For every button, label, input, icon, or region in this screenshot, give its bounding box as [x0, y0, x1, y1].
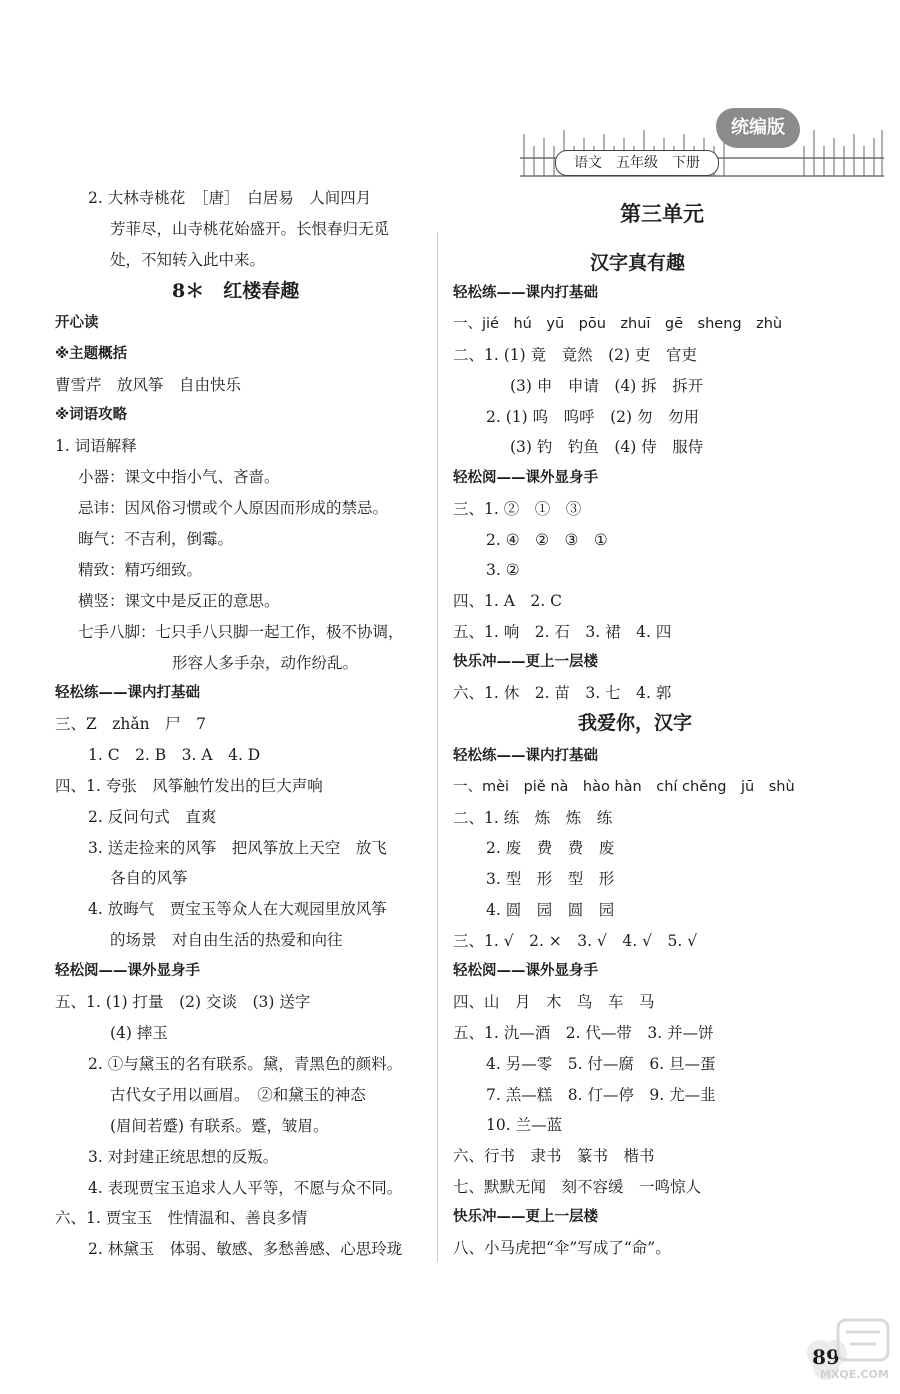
- answer-line: 曹雪芹 放风筝 自由快乐: [55, 376, 242, 394]
- answer-line: 4. 放晦气 贾宝玉等众人在大观园里放风筝: [88, 900, 387, 918]
- answer-line: 一、mèi piě nà hào hàn chí chěng jū shù: [453, 779, 795, 795]
- column-divider: [437, 232, 438, 1262]
- answer-line: 2. ④ ② ③ ①: [486, 531, 608, 549]
- lesson-title: 汉字真有趣: [590, 252, 686, 274]
- answer-line: 三、Z zhǎn 尸 7: [55, 715, 207, 733]
- answer-line: 七、默默无闻 刻不容缓 一鸣惊人: [453, 1178, 702, 1196]
- edition-badge: [716, 108, 800, 148]
- section-heading: 轻松阅——课外显身手: [55, 963, 200, 979]
- answer-line: 7. 羔—糕 8. 仃—停 9. 尤—韭: [486, 1086, 716, 1104]
- answer-line: 晦气：不吉利，倒霉。: [78, 530, 234, 548]
- answer-line: 横竖：课文中是反正的意思。: [78, 592, 280, 610]
- page-number: 89: [812, 1345, 840, 1369]
- answer-line: 2. 废 费 费 废: [486, 839, 615, 857]
- answer-line: 4. 另—零 5. 付—腐 6. 旦—蛋: [486, 1055, 716, 1073]
- answer-line: 3. 型 形 型 形: [486, 870, 615, 888]
- poem-line: 2. 大林寺桃花 ［唐］ 白居易 人间四月: [88, 189, 372, 207]
- answer-line: 的场景 对自由生活的热爱和向往: [110, 931, 343, 949]
- answer-line: 四、山 月 木 鸟 车 马: [453, 993, 655, 1011]
- poem-line: 芳菲尽，山寺桃花始盛开。长恨春归无觅: [110, 220, 390, 238]
- answer-line: 五、1. (1) 打量 (2) 交谈 (3) 送字: [55, 993, 311, 1011]
- answer-line: (3) 申 申请 (4) 拆 拆开: [510, 377, 704, 395]
- answer-line: 3. ②: [486, 561, 520, 579]
- answer-line: (3) 钓 钓鱼 (4) 侍 服侍: [510, 438, 704, 456]
- watermark-text: MXQE.COM: [820, 1368, 889, 1381]
- answer-line: 2. ①与黛玉的名有联系。黛，青黑色的颜料。: [88, 1055, 403, 1073]
- answer-line: 4. 表现贾宝玉追求人人平等，不愿与众不同。: [88, 1179, 403, 1197]
- answer-line: 1. 词语解释: [55, 437, 137, 455]
- answer-line: 四、1. A 2. C: [453, 592, 562, 610]
- answer-line: 各自的风筝: [110, 869, 188, 887]
- answer-line: 忌讳：因风俗习惯或个人原因而形成的禁忌。: [78, 499, 389, 517]
- answer-line: (眉间若蹙) 有联系。蹙，皱眉。: [110, 1117, 329, 1135]
- answer-line: 六、1. 休 2. 苗 3. 七 4. 郭: [453, 684, 672, 702]
- answer-line: 2. (1) 呜 呜呼 (2) 勿 勿用: [486, 408, 699, 426]
- section-heading: 轻松练——课内打基础: [453, 285, 598, 301]
- section-heading: 快乐冲——更上一层楼: [453, 654, 598, 670]
- answer-line: 1. C 2. B 3. A 4. D: [88, 746, 261, 764]
- answer-line: (4) 摔玉: [110, 1024, 168, 1042]
- section-heading: ※主题概括: [55, 346, 128, 362]
- section-heading: ※词语攻略: [55, 407, 128, 423]
- edition-badge-label: 统编版: [731, 117, 785, 138]
- section-heading: 开心读: [55, 315, 99, 331]
- answer-line: 五、1. 响 2. 石 3. 裙 4. 四: [453, 623, 672, 641]
- section-heading: 轻松练——课内打基础: [453, 748, 598, 764]
- answer-line: 四、1. 夸张 风筝触竹发出的巨大声响: [55, 777, 323, 795]
- answer-line: 3. 送走捡来的风筝 把风筝放上天空 放飞: [88, 839, 387, 857]
- answer-line: 精致：精巧细致。: [78, 561, 203, 579]
- section-heading: 轻松阅——课外显身手: [453, 470, 598, 486]
- answer-line: 小器：课文中指小气、吝啬。: [78, 468, 280, 486]
- answer-line: 3. 对封建正统思想的反叛。: [88, 1148, 279, 1166]
- answer-line: 八、小马虎把“伞”写成了“命”。: [453, 1239, 671, 1257]
- answer-line: 六、1. 贾宝玉 性情温和、善良多情: [55, 1209, 308, 1227]
- answer-line: 六、行书 隶书 篆书 楷书: [453, 1147, 655, 1165]
- lesson-title: 8＊ 红楼春趣: [172, 280, 300, 302]
- section-heading: 轻松练——课内打基础: [55, 685, 200, 701]
- section-heading: 轻松阅——课外显身手: [453, 963, 598, 979]
- poem-line: 处，不知转入此中来。: [110, 251, 266, 269]
- answer-line: 10. 兰—蓝: [486, 1116, 563, 1134]
- answer-line: 五、1. 氿—酒 2. 代—带 3. 并—饼: [453, 1024, 714, 1042]
- answer-line: 二、1. 练 炼 炼 练: [453, 809, 613, 827]
- answer-line: 2. 林黛玉 体弱、敏感、多愁善感、心思玲珑: [88, 1240, 403, 1258]
- answer-line: 三、1. ② ① ③: [453, 500, 582, 518]
- answer-line: 三、1. √ 2. × 3. √ 4. √ 5. √: [453, 932, 698, 950]
- breadcrumb: 语文 五年级 下册: [555, 150, 719, 176]
- answer-line: 古代女子用以画眉。 ②和黛玉的神态: [110, 1086, 366, 1104]
- answer-line: 二、1. (1) 竟 竟然 (2) 吏 官吏: [453, 346, 697, 364]
- answer-line: 2. 反问句式 直爽: [88, 808, 217, 826]
- answer-line: 一、jié hú yū pōu zhuī gē sheng zhù: [453, 316, 783, 332]
- unit-title: 第三单元: [620, 201, 704, 226]
- answer-line: 七手八脚：七只手八只脚一起工作，极不协调，: [78, 623, 404, 641]
- answer-line: 形容人多手杂，动作纷乱。: [172, 654, 359, 672]
- section-heading: 快乐冲——更上一层楼: [453, 1209, 598, 1225]
- lesson-title: 我爱你，汉字: [578, 712, 693, 734]
- answer-line: 4. 圆 园 圆 园: [486, 901, 615, 919]
